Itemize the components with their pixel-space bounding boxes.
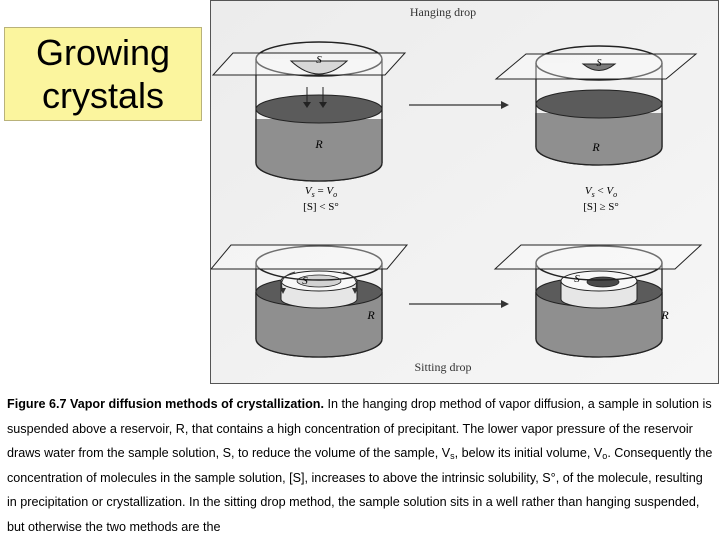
caption-sub-2: o: [602, 451, 608, 462]
initial-volume-right-sub: o: [333, 190, 338, 199]
initial-volume-op: =: [314, 185, 327, 197]
caption-text-3: . Consequently the concentration of molecules in the sample solution, [S], increases to above the intrinsic solubility, S°, of the molecule, resulting in precipitation or crystallization. In the sitting drop method, the sample solution sits in a well rather than hanging suspended, but otherwise the two methods are the: [7, 446, 713, 534]
slide-title: [4, 27, 202, 121]
figure-panel: [210, 0, 719, 384]
initial-volume-left: V: [304, 185, 312, 197]
initial-volume-left-sub: s: [311, 190, 315, 199]
final-volume-right: V: [606, 185, 614, 197]
reservoir-label-2: R: [592, 140, 600, 154]
final-concentration: [S] ≥ S°: [583, 201, 619, 213]
final-volume-right-sub: o: [613, 190, 618, 199]
title-line-1: Growing: [35, 32, 171, 73]
final-volume-left-sub: s: [591, 190, 595, 199]
initial-concentration: [S] < S°: [303, 201, 339, 213]
sample-label-3: S: [302, 275, 308, 287]
caption-figure-title: Figure 6.7 Vapor diffusion methods of crystallization.: [7, 397, 324, 411]
svg-text:Vs = Vo: [305, 185, 337, 199]
reservoir-label-3: R: [367, 308, 375, 322]
sample-label-2: S: [596, 58, 602, 69]
hanging-drop-label: Hanging drop: [409, 5, 477, 19]
final-volume-op: <: [594, 185, 607, 197]
svg-text:Vs < Vo: [585, 185, 617, 199]
reservoir-label-1: R: [315, 137, 323, 151]
caption-text-1: In the hanging drop method of vapor diffusion, a sample in solution is suspended above a reservoir, R, that contains a high concentration of precipitant. The lower vapor pressure of the reservoir draws water from the sample solution, S, to reduce the volume of the sample, V: [7, 397, 712, 461]
sample-label-1: S: [316, 54, 322, 66]
sitting-drop-label: Sitting drop: [414, 360, 472, 374]
caption-text-2: , below its initial volume, V: [454, 446, 603, 461]
title-line-2: crystals: [41, 75, 164, 116]
caption-sub-1: s: [450, 451, 455, 462]
initial-volume-right: V: [326, 185, 334, 197]
sample-label-4: S: [574, 273, 580, 285]
vapor-diffusion-diagram: [211, 1, 718, 383]
figure-caption: [7, 392, 715, 540]
final-volume-left: V: [584, 185, 592, 197]
reservoir-label-4: R: [661, 308, 669, 322]
